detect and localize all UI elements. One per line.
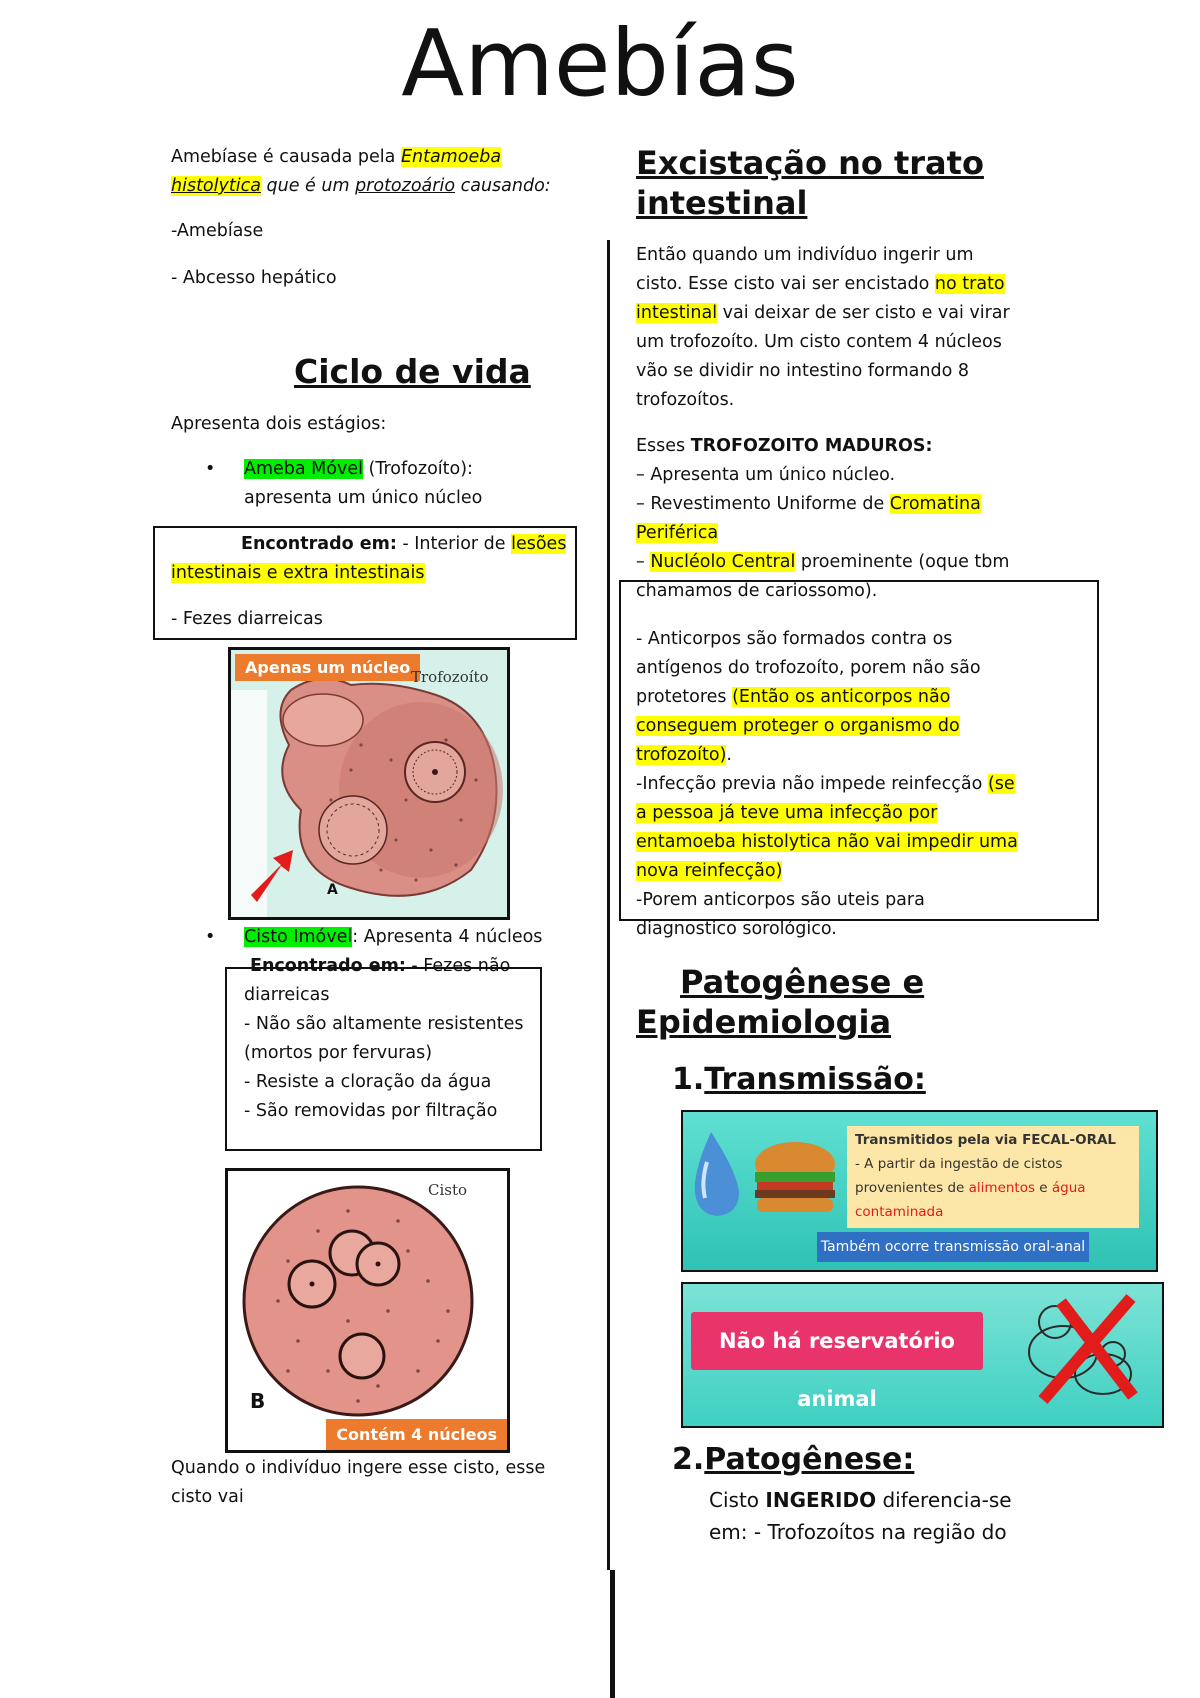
transmission-banner: Também ocorre transmissão oral-anal [817,1232,1089,1262]
section-title-excystation: Excistação no trato intestinal [636,144,984,222]
image-label: Trofozoíto [411,668,489,686]
bullet-dot: • [205,927,216,947]
column-divider [607,240,610,1570]
section-title-life-cycle: Ciclo de vida [294,352,531,391]
antibody-paragraph: - Anticorpos são formados contra os antígenos do trofozoíto, porem não são protetores (Então os anticorpos não conseguem proteger o organismo do trofozoíto). -Infecção previa não impede reinfecção (se a pessoa já teve uma infecção por entamoeba histolytica não vai impedir uma nova reinfecção) -Porem anticorpos são uteis para diagnostico sorológico. [636,629,1018,939]
excystation-paragraph: Então quando um indivíduo ingerir um cisto. Esse cisto vai ser encistado no trato intestinal vai deixar de ser cisto e vai virar um trofozoíto. Um cisto contem 4 núcleos vão se dividir no intestino formando 8 trofozoítos. [636,245,1010,410]
image-label: Cisto [428,1181,468,1199]
bullet-dot: • [205,459,216,479]
found-in-text: - Fezes diarreicas [171,609,323,629]
no-animal-icon [1003,1292,1153,1412]
cause-item: - Abcesso hepático [171,268,337,288]
reservoir-card [681,1282,1164,1428]
image-letter: A [327,882,338,898]
mature-trophozoite-paragraph: Esses TROFOZOITO MADUROS: – Apresenta um único núcleo. – Revestimento Uniforme de Cromatina Periférica – Nucléolo Central proeminente (oque tbm chamamos de cariossomo). [636,436,1010,601]
cyst-image [225,1168,510,1453]
closing-paragraph: Quando o indivíduo ingere esse cisto, esse cisto vai [171,1458,546,1507]
found-in-text: Encontrado em: - Interior de lesões intestinais e extra intestinais [171,534,567,583]
stage-item-cyst: Cisto Imóvel: Apresenta 4 núcleos [244,927,543,947]
transmission-card [681,1110,1158,1272]
stage-item-trophozoite: Ameba Móvel (Trofozoíto): apresenta um único núcleo [244,459,483,508]
page-title: Amebías [401,10,799,117]
image-letter: B [250,1389,266,1413]
section-title-pathogenesis: Patogênese e Epidemiologia [636,963,925,1041]
image-tag: Contém 4 núcleos [326,1419,507,1450]
cyst-illustration [228,1171,507,1450]
organism-highlight: Entamoeba [400,147,502,167]
heading-pathogenesis: 2.Patogênese: [672,1442,915,1477]
trophozoite-image [228,647,510,920]
cause-item: -Amebíase [171,221,264,241]
heading-transmission: 1.Transmissão: [672,1062,926,1097]
found-in-text-cyst: Encontrado em: - Fezes não diarreicas - Não são altamente resistentes (mortos por fervuras) - Resiste a cloração da água - São removidas por filtração [244,956,524,1121]
intro-paragraph: Amebíase é causada pela Entamoeba histolytica que é um protozoário causando: [171,147,551,196]
image-tag: Apenas um núcleo [235,654,420,681]
transmission-text-card: Transmitidos pela via FECAL-ORAL - A partir da ingestão de cistos provenientes de alimentos e água contaminada [847,1126,1139,1228]
stages-intro: Apresenta dois estágios: [171,414,387,434]
pathogenesis-text: Cisto INGERIDO diferencia-se em: - Trofozoítos na região do [709,1488,1012,1544]
reservoir-pill: Não há reservatório animal [691,1312,983,1370]
trophozoite-illustration [231,650,507,917]
column-divider-bold [610,1570,615,1698]
